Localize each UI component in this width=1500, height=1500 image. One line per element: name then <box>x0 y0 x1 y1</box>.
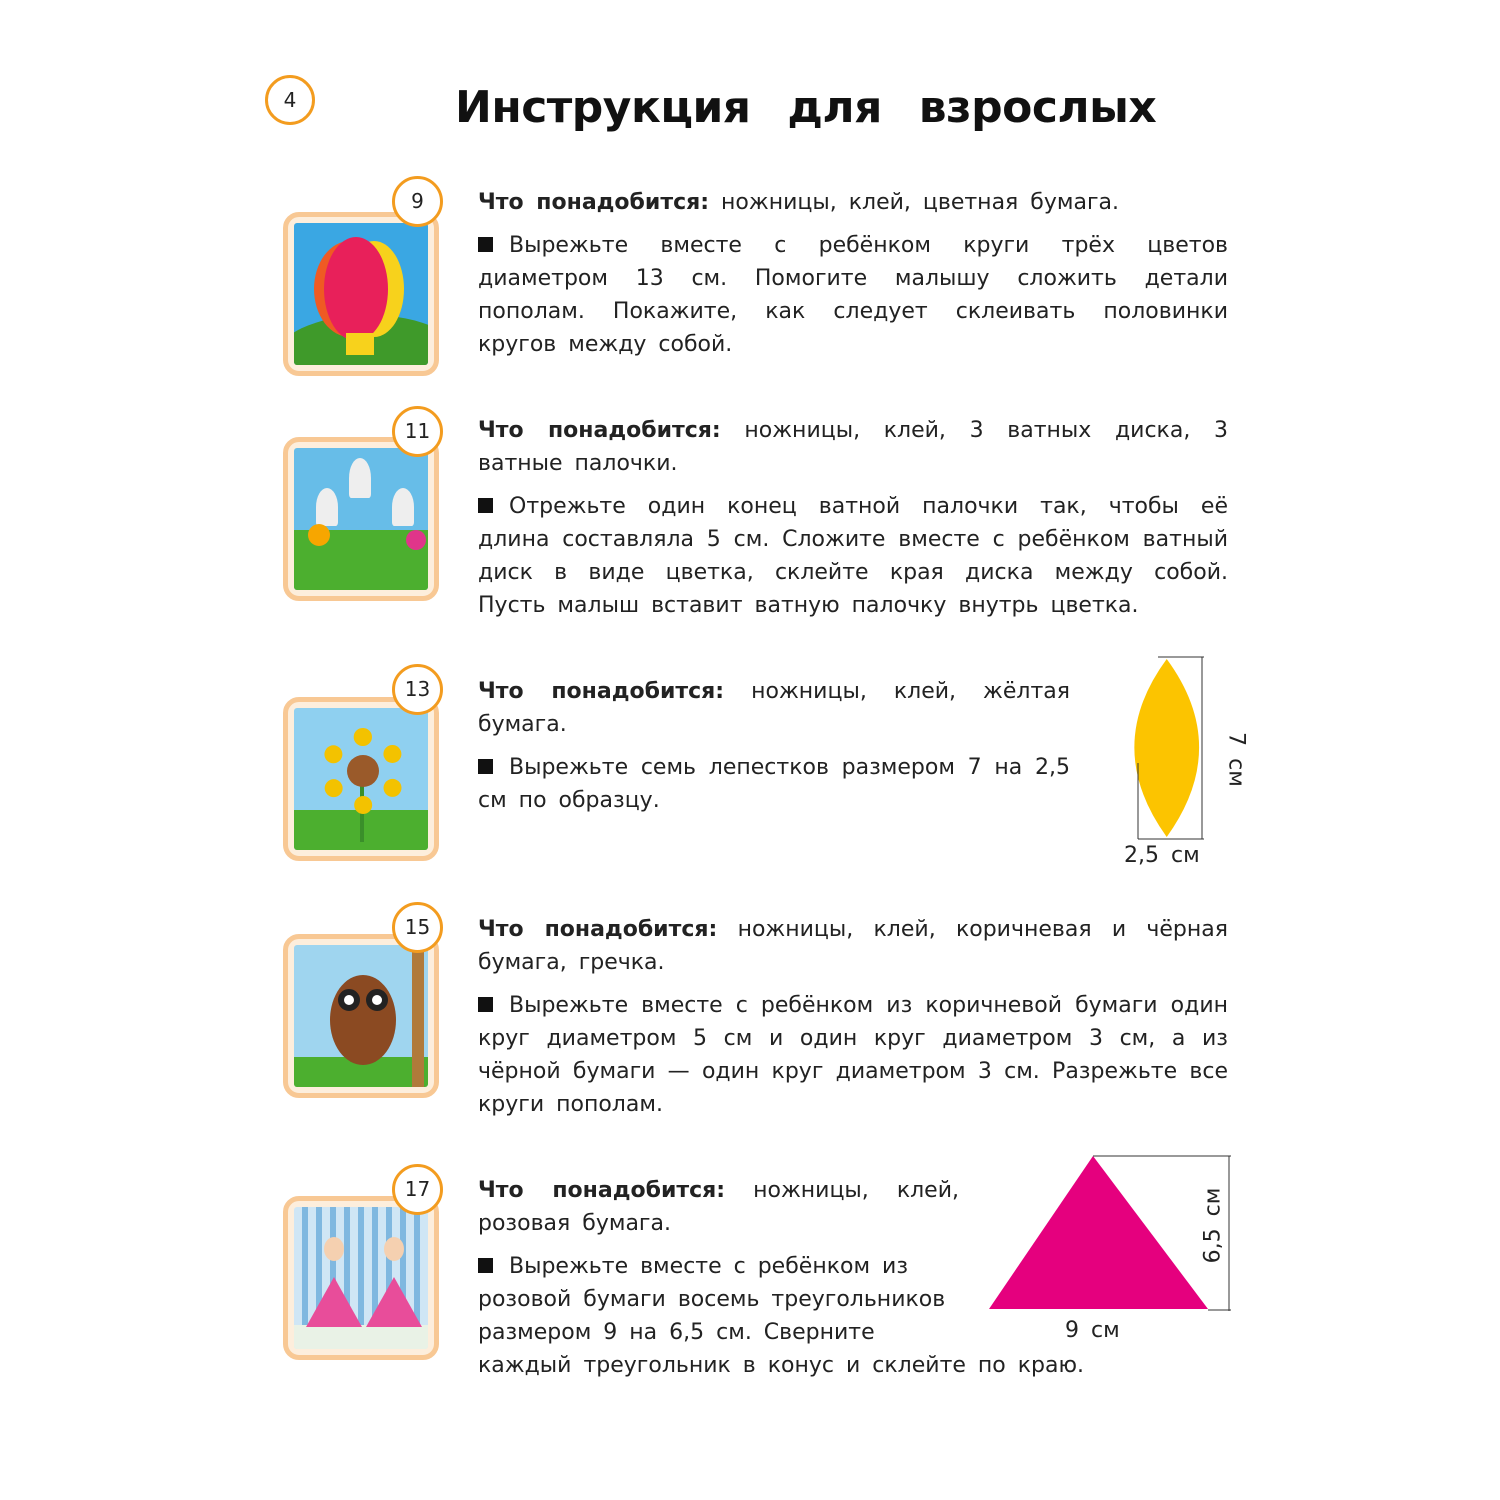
triangle-diagram <box>983 1174 1228 1343</box>
instruction-text: Вырежьте семь лепестков размером 7 на 2,5 см по образцу. <box>478 755 1070 813</box>
craft-thumbnail-balloon <box>283 212 439 376</box>
triangle-shape <box>983 1154 1228 1334</box>
petal-width-label: 2,5 см <box>1124 843 1200 868</box>
petal-shape <box>1098 657 1228 857</box>
needs-label: Что понадобится: <box>478 917 718 942</box>
needs-label: Что понадобится: <box>478 190 710 215</box>
craft-thumbnail-flowers <box>283 437 439 601</box>
page-number: 4 <box>265 75 315 125</box>
needs-text: ножницы, клей, коричневая и чёрная бумага, гречка. <box>478 917 1228 975</box>
instruction-section <box>478 186 1228 371</box>
instruction-text: Отрежьте один конец ватной палочки так, чтобы её длина составляла 5 см. Сложите вместе с ребёнком ватный диск в виде цветка, склейте края диска между собой. Пусть малыш вставит ватную палочку внутрь цветка. <box>478 494 1228 618</box>
page-badge: 11 <box>392 406 443 457</box>
page-badge: 13 <box>392 664 443 715</box>
needs-text: ножницы, клей, цветная бумага. <box>721 190 1119 215</box>
bullet-icon <box>478 1258 493 1273</box>
needs-text: ножницы, клей, розовая бумага. <box>478 1178 959 1236</box>
craft-thumbnail-ballerinas <box>283 1196 439 1360</box>
triangle-height-label: 6,5 см <box>1200 1187 1226 1264</box>
bullet-icon <box>478 237 493 252</box>
instruction-section <box>478 414 1228 632</box>
bullet-icon <box>478 997 493 1012</box>
page-title: Инструкция для взрослых <box>455 82 1157 133</box>
instruction-text: Вырежьте вместе с ребёнком круги трёх цветов диаметром 13 см. Помогите малышу сложить детали пополам. Покажите, как следует склеивать половинки кругов между собой. <box>478 233 1228 357</box>
craft-thumbnail-sunflower <box>283 697 439 861</box>
needs-label: Что понадобится: <box>478 418 721 443</box>
triangle-width-label: 9 см <box>1065 1318 1120 1343</box>
instruction-section <box>478 1174 1228 1392</box>
needs-text: ножницы, клей, жёлтая бумага. <box>478 679 1070 737</box>
page-badge: 17 <box>392 1164 443 1215</box>
page-badge: 9 <box>392 176 443 227</box>
needs-label: Что понадобится: <box>478 679 725 704</box>
petal-height-label: 7 см <box>1223 732 1249 787</box>
instruction-section <box>478 675 1249 875</box>
instruction-text: Вырежьте вместе с ребёнком из розовой бумаги восемь треугольников размером 9 на 6,5 см. Сверните каждый треугольник в конус и склейте по краю. <box>478 1254 1085 1378</box>
needs-label: Что понадобится: <box>478 1178 726 1203</box>
instruction-text: Вырежьте вместе с ребёнком из коричневой бумаги один круг диаметром 5 см и один круг диаметром 3 см, а из чёрной бумаги — один круг диаметром 3 см. Разрежьте все круги пополам. <box>478 993 1228 1117</box>
petal-diagram <box>1098 675 1249 875</box>
bullet-icon <box>478 759 493 774</box>
instruction-section <box>478 913 1228 1131</box>
bullet-icon <box>478 498 493 513</box>
craft-thumbnail-owl <box>283 934 439 1098</box>
page-badge: 15 <box>392 902 443 953</box>
needs-text: ножницы, клей, 3 ватных диска, 3 ватные палочки. <box>478 418 1228 476</box>
